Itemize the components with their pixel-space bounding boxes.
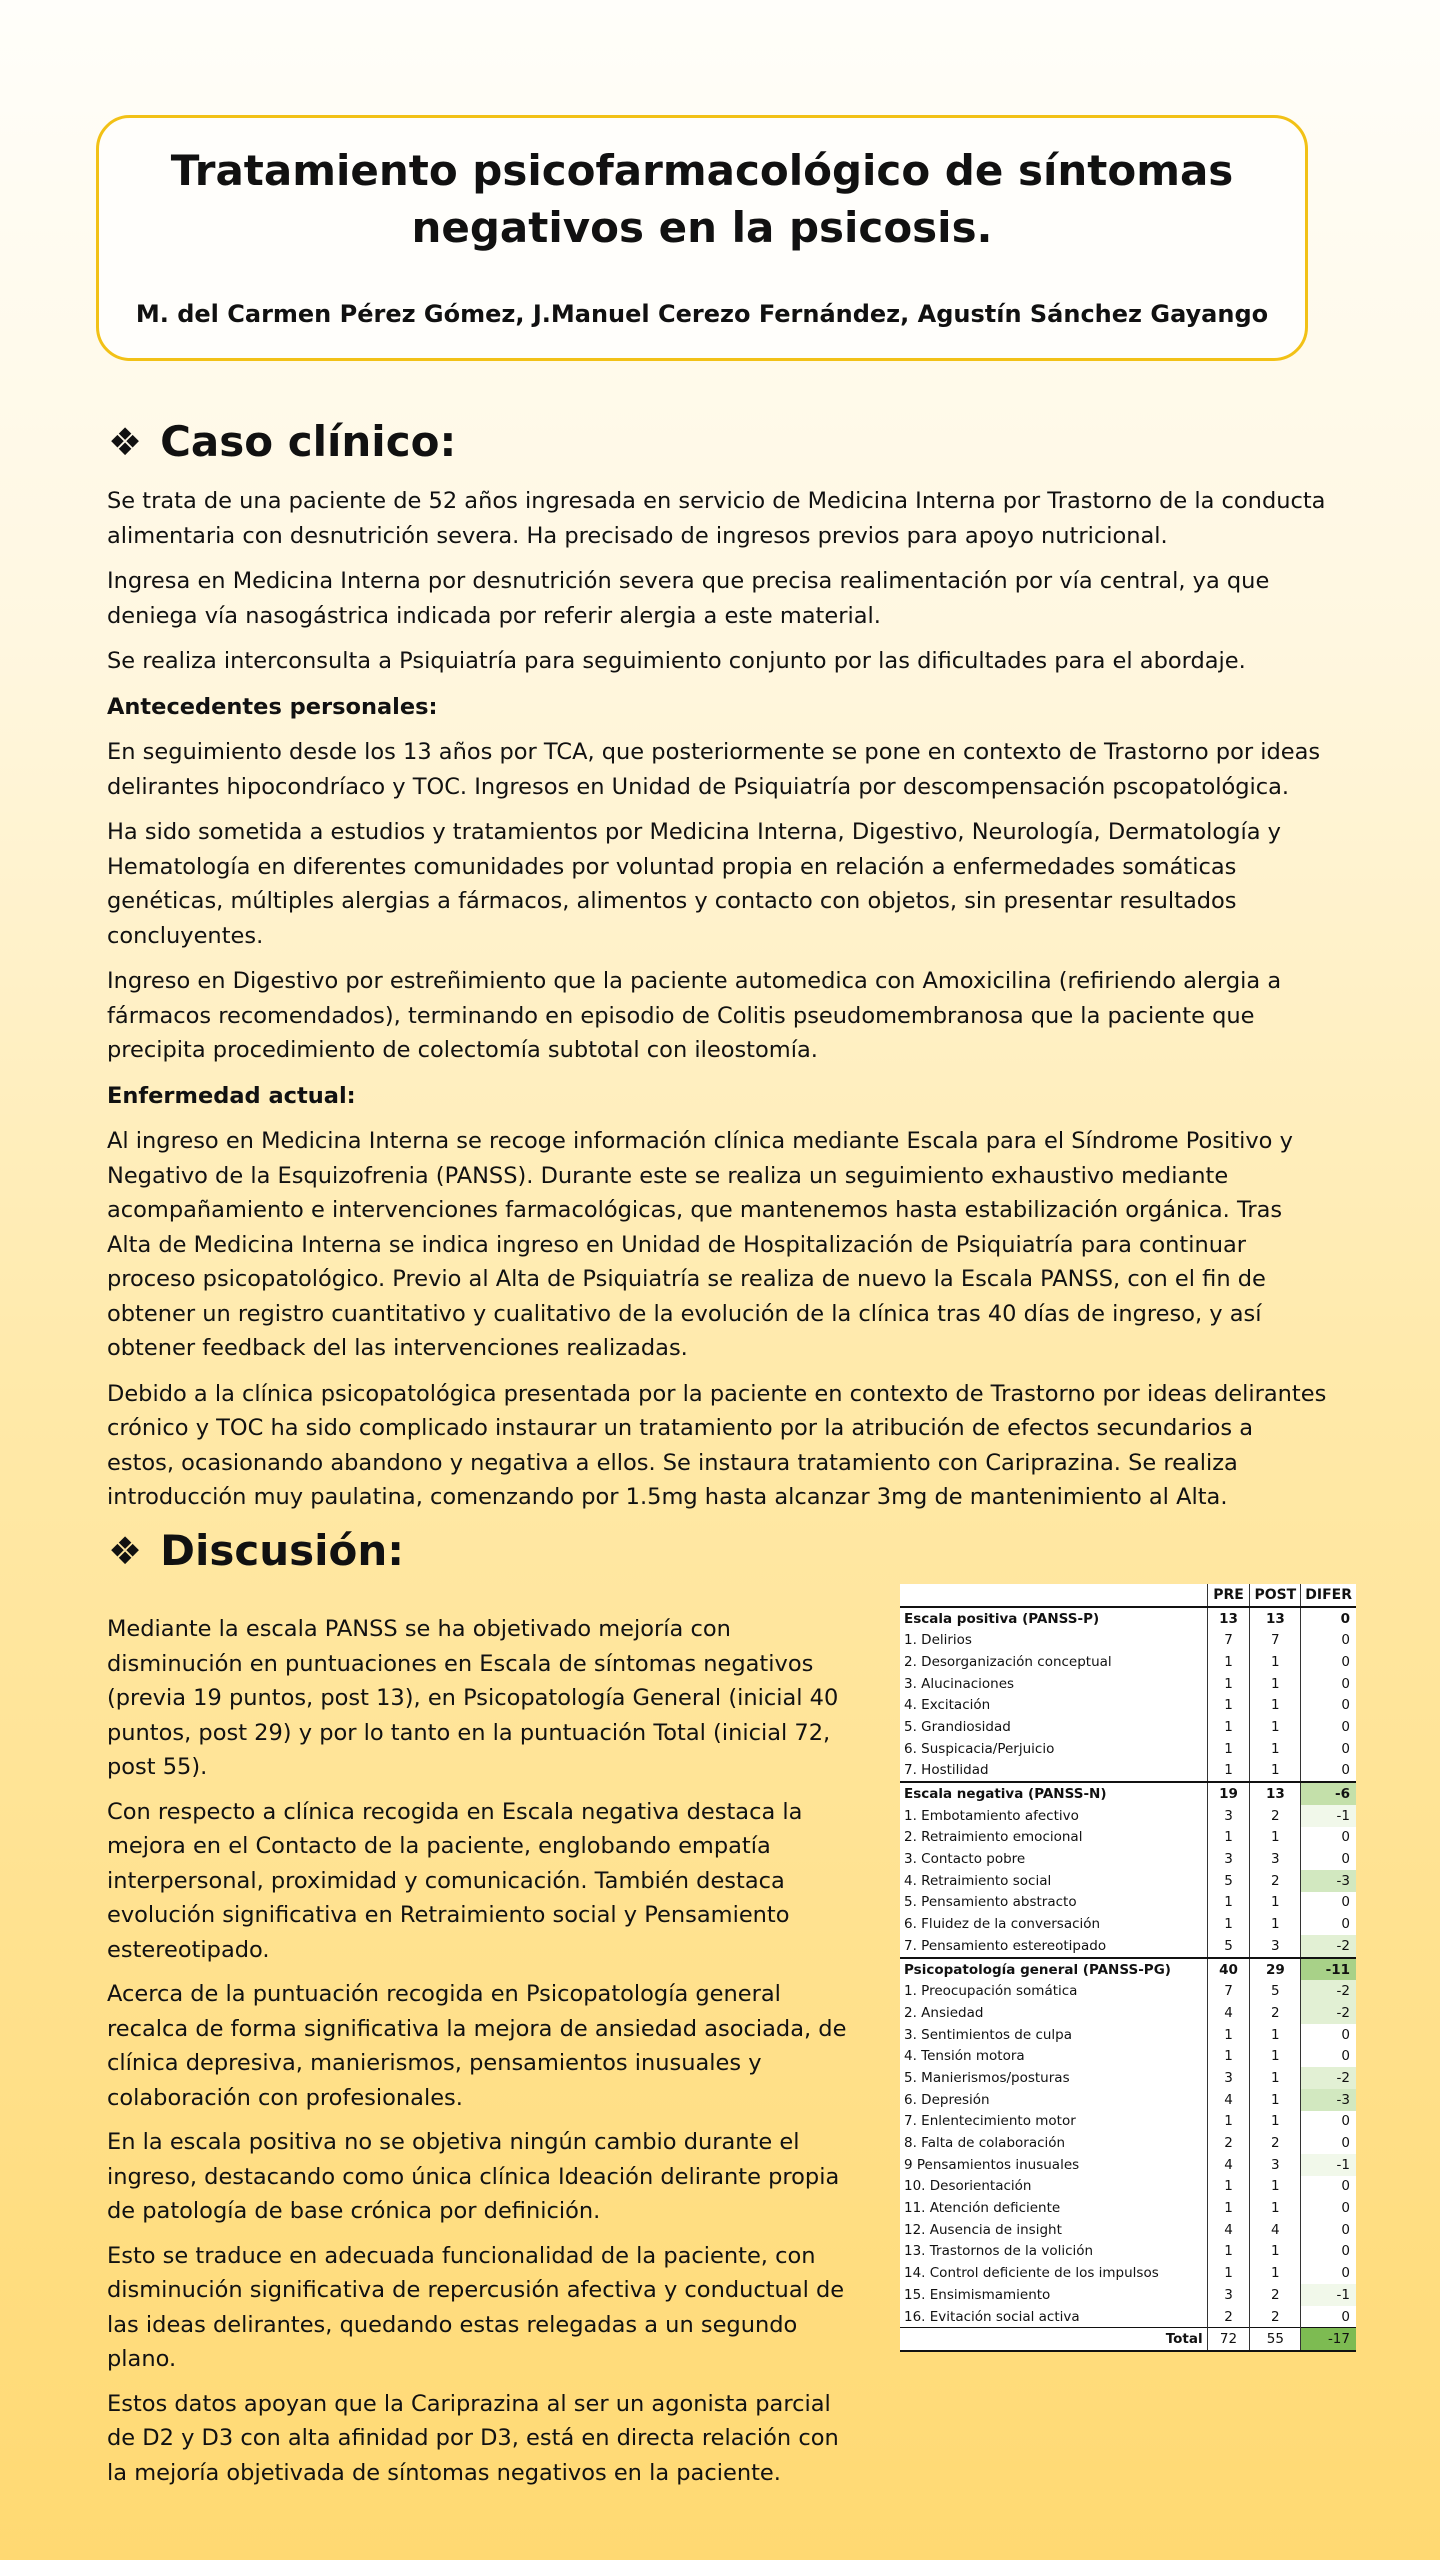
pre-cell: 1 xyxy=(1207,1913,1250,1935)
pre-cell: 1 xyxy=(1207,2024,1250,2046)
row-label-cell: 8. Falta de colaboración xyxy=(904,2135,1066,2152)
row-label-cell: 10. Desorientación xyxy=(904,2178,1032,2195)
table-row xyxy=(900,1848,1356,1870)
row-label-cell: 6. Fluidez de la conversación xyxy=(904,1916,1101,1933)
row-label-cell: Psicopatología general (PANSS-PG) xyxy=(900,1958,1207,1981)
table-group-row xyxy=(900,1782,1356,1805)
table-row xyxy=(900,2045,1356,2067)
table-row xyxy=(900,1805,1356,1827)
difer-cell: 0 xyxy=(1301,2024,1356,2046)
post-cell: 1 xyxy=(1250,1760,1301,1783)
table-row xyxy=(900,1870,1356,1892)
post-cell: 2 xyxy=(1250,1805,1301,1827)
post-cell: 2 xyxy=(1250,1870,1301,1892)
difer-cell: 0 xyxy=(1301,2111,1356,2133)
pre-cell: 1 xyxy=(1207,2176,1250,2198)
pre-cell: 1 xyxy=(1207,1892,1250,1914)
table-row xyxy=(900,2024,1356,2046)
table-header-cell: DIFER xyxy=(1301,1584,1356,1607)
difer-cell: 0 xyxy=(1301,2306,1356,2328)
pre-cell: 5 xyxy=(1207,1935,1250,1958)
pre-cell: 1 xyxy=(1207,1651,1250,1673)
row-label-cell: 6. Suspicacia/Perjuicio xyxy=(904,1740,1055,1757)
table-row xyxy=(900,1760,1356,1783)
table-row xyxy=(900,1651,1356,1673)
row-label-cell: 2. Retraimiento emocional xyxy=(904,1829,1083,1846)
row-label-cell: 16. Evitación social activa xyxy=(904,2308,1080,2325)
row-label-cell: 2. Desorganización conceptual xyxy=(904,1653,1112,1670)
post-cell: 1 xyxy=(1250,1892,1301,1914)
post-cell: 1 xyxy=(1250,1673,1301,1695)
post-cell: 1 xyxy=(1250,2241,1301,2263)
post-cell: 1 xyxy=(1250,2176,1301,2198)
post-cell: 7 xyxy=(1250,1629,1301,1651)
pre-cell: 1 xyxy=(1207,1760,1250,1783)
table-row xyxy=(900,1892,1356,1914)
table-row xyxy=(900,2154,1356,2176)
pre-cell: 1 xyxy=(1207,2111,1250,2133)
table-group-row xyxy=(900,1958,1356,1981)
diamond-bullet-icon: ❖ xyxy=(108,419,143,464)
table-row xyxy=(900,1913,1356,1935)
pre-cell: 2 xyxy=(1207,2132,1250,2154)
caso-body xyxy=(107,484,1327,1526)
panss-table xyxy=(900,1584,1356,2352)
row-label-cell: 5. Grandiosidad xyxy=(904,1718,1011,1735)
pre-cell: 1 xyxy=(1207,1738,1250,1760)
post-cell: 1 xyxy=(1250,1913,1301,1935)
post-cell: 1 xyxy=(1250,2197,1301,2219)
caso-heading xyxy=(108,417,456,466)
post-cell: 1 xyxy=(1250,2111,1301,2133)
difer-cell: -1 xyxy=(1301,2284,1356,2306)
row-label-cell: 7. Hostilidad xyxy=(904,1762,989,1779)
title-box xyxy=(96,115,1308,361)
discusion-paragraph: Con respecto a clínica recogida en Escala negativa destaca la mejora en el Contacto de la paciente, englobando empatía interpersonal, proximidad y comunicación. También destaca evolución significativa en Retraimiento social y Pensamiento estereotipado. xyxy=(107,1798,803,1963)
difer-cell: 0 xyxy=(1301,1629,1356,1651)
row-label-cell: 3. Contacto pobre xyxy=(904,1851,1026,1868)
caso-paragraph: Ingresa en Medicina Interna por desnutrición severa que precisa realimentación por vía central, ya que deniega vía nasogástrica indicada por referir alergia a este material. xyxy=(107,568,1270,629)
row-label-cell: 4. Tensión motora xyxy=(904,2048,1025,2065)
post-cell: 3 xyxy=(1250,2154,1301,2176)
post-cell: 5 xyxy=(1250,1980,1301,2002)
row-label-cell: 6. Depresión xyxy=(904,2091,990,2108)
post-cell: 1 xyxy=(1250,2067,1301,2089)
difer-cell: 0 xyxy=(1301,1892,1356,1914)
pre-cell: 4 xyxy=(1207,2219,1250,2241)
discusion-heading xyxy=(108,1526,404,1575)
total-pre-cell: 72 xyxy=(1207,2328,1250,2351)
post-cell: 2 xyxy=(1250,2132,1301,2154)
difer-cell: -6 xyxy=(1301,1782,1356,1805)
difer-cell: -3 xyxy=(1301,2089,1356,2111)
pre-cell: 7 xyxy=(1207,1980,1250,2002)
row-label-cell: Escala negativa (PANSS-N) xyxy=(900,1782,1207,1805)
pre-cell: 5 xyxy=(1207,1870,1250,1892)
difer-cell: 0 xyxy=(1301,2219,1356,2241)
difer-cell: -2 xyxy=(1301,2002,1356,2024)
discusion-paragraph: Estos datos apoyan que la Cariprazina al ser un agonista parcial de D2 y D3 con alta afinidad por D3, está en directa relación con la mejoría objetivada de síntomas negativos en la paciente. xyxy=(107,2390,839,2486)
pre-cell: 7 xyxy=(1207,1629,1250,1651)
row-label-cell: 15. Ensimismamiento xyxy=(904,2286,1051,2303)
caso-paragraph: Ha sido sometida a estudios y tratamientos por Medicina Interna, Digestivo, Neurología, Dermatología y Hematología en diferentes comunidades por voluntad propia en relación a enfermedades somáticas genéticas, múltiples alergias a fármacos, alimentos y contacto con objetos, sin presentar resultados concluyentes. xyxy=(107,819,1281,949)
table-row xyxy=(900,2002,1356,2024)
pre-cell: 1 xyxy=(1207,1673,1250,1695)
pre-cell: 1 xyxy=(1207,1716,1250,1738)
pre-cell: 19 xyxy=(1207,1782,1250,1805)
table-row xyxy=(900,2284,1356,2306)
row-label-cell: 5. Manierismos/posturas xyxy=(904,2069,1070,2086)
caso-heading-text: Caso clínico: xyxy=(160,417,457,466)
caso-paragraph: Al ingreso en Medicina Interna se recoge información clínica mediante Escala para el Síndrome Positivo y Negativo de la Esquizofrenia (PANSS). Durante este se realiza un seguimiento exhaustivo mediante acompañamiento e intervenciones farmacológicas, que mantenemos hasta estabilización orgánica. Tras Alta de Medicina Interna se indica ingreso en Unidad de Hospitalización de Psiquiatría para continuar proceso psicopatológico. Previo al Alta de Psiquiatría se realiza de nuevo la Escala PANSS, con el fin de obtener un registro cuantitativo y cualitativo de la evolución de la clínica tras 40 días de ingreso, y así obtener feedback del las intervenciones realizadas. xyxy=(107,1128,1293,1361)
pre-cell: 13 xyxy=(1207,1607,1250,1630)
pre-cell: 40 xyxy=(1207,1958,1250,1981)
post-cell: 1 xyxy=(1250,2089,1301,2111)
row-label-cell: 7. Pensamiento estereotipado xyxy=(904,1937,1107,1954)
table-row xyxy=(900,2132,1356,2154)
pre-cell: 1 xyxy=(1207,2045,1250,2067)
pre-cell: 3 xyxy=(1207,2284,1250,2306)
row-label-cell: 3. Sentimientos de culpa xyxy=(904,2026,1073,2043)
table-header-row xyxy=(900,1584,1356,1607)
table-row xyxy=(900,2176,1356,2198)
difer-cell: 0 xyxy=(1301,2045,1356,2067)
discusion-paragraph: En la escala positiva no se objetiva ningún cambio durante el ingreso, destacando como única clínica Ideación delirante propia de patología de base crónica por definición. xyxy=(107,2129,840,2224)
antecedentes-heading: Antecedentes personales: xyxy=(107,693,438,720)
post-cell: 1 xyxy=(1250,2262,1301,2284)
row-label-cell: 4. Retraimiento social xyxy=(904,1872,1052,1889)
table-header-cell xyxy=(900,1584,1207,1607)
difer-cell: 0 xyxy=(1301,1848,1356,1870)
pre-cell: 4 xyxy=(1207,2002,1250,2024)
table-group-row xyxy=(900,1607,1356,1630)
pre-cell: 1 xyxy=(1207,2197,1250,2219)
difer-cell: -3 xyxy=(1301,1870,1356,1892)
row-label-cell: 1. Delirios xyxy=(904,1632,972,1649)
row-label-cell: 11. Atención deficiente xyxy=(904,2200,1061,2217)
caso-paragraph: En seguimiento desde los 13 años por TCA, que posteriormente se pone en contexto de Trastorno por ideas delirantes hipocondríaco y TOC. Ingresos en Unidad de Psiquiatría por descompensación pscopatológica. xyxy=(107,739,1321,800)
table-row xyxy=(900,2219,1356,2241)
poster-title: Tratamiento psicofarmacológico de síntomas negativos en la psicosis. xyxy=(170,146,1234,252)
difer-cell: -1 xyxy=(1301,1805,1356,1827)
table-row xyxy=(900,1694,1356,1716)
difer-cell: 0 xyxy=(1301,1738,1356,1760)
difer-cell: -11 xyxy=(1301,1958,1356,1981)
post-cell: 2 xyxy=(1250,2284,1301,2306)
table-row xyxy=(900,1935,1356,1958)
post-cell: 3 xyxy=(1250,1848,1301,1870)
row-label-cell: 2. Ansiedad xyxy=(904,2004,984,2021)
pre-cell: 3 xyxy=(1207,1805,1250,1827)
table-row xyxy=(900,2306,1356,2328)
table-row xyxy=(900,1980,1356,2002)
difer-cell: 0 xyxy=(1301,2262,1356,2284)
total-post-cell: 55 xyxy=(1250,2328,1301,2351)
difer-cell: 0 xyxy=(1301,1673,1356,1695)
caso-paragraph: Se realiza interconsulta a Psiquiatría para seguimiento conjunto por las dificultades para el abordaje. xyxy=(107,648,1246,674)
row-label-cell: 5. Pensamiento abstracto xyxy=(904,1894,1077,1911)
difer-cell: 0 xyxy=(1301,1913,1356,1935)
row-label-cell: 14. Control deficiente de los impulsos xyxy=(904,2265,1159,2282)
total-difer-cell: -17 xyxy=(1301,2328,1356,2351)
post-cell: 13 xyxy=(1250,1782,1301,1805)
post-cell: 1 xyxy=(1250,1651,1301,1673)
table-row xyxy=(900,1738,1356,1760)
total-label-cell: Total xyxy=(900,2328,1207,2351)
table-row xyxy=(900,2067,1356,2089)
table-row xyxy=(900,1673,1356,1695)
table-row xyxy=(900,2262,1356,2284)
difer-cell: 0 xyxy=(1301,1827,1356,1849)
row-label-cell: Escala positiva (PANSS-P) xyxy=(900,1607,1207,1630)
table-row xyxy=(900,2089,1356,2111)
row-label-cell: 7. Enlentecimiento motor xyxy=(904,2113,1076,2130)
discusion-paragraph: Esto se traduce en adecuada funcionalidad de la paciente, con disminución significativa de repercusión afectiva y conductual de las ideas delirantes, quedando estas relegadas a un segundo plano. xyxy=(107,2242,845,2372)
caso-paragraph: Ingreso en Digestivo por estreñimiento que la paciente automedica con Amoxicilina (refiriendo alergia a fármacos recomendados), terminando en episodio de Colitis pseudomembranosa que la paciente que precipita procedimiento de colectomía subtotal con ileostomía. xyxy=(107,968,1282,1063)
difer-cell: 0 xyxy=(1301,2241,1356,2263)
difer-cell: 0 xyxy=(1301,1607,1356,1630)
post-cell: 1 xyxy=(1250,1716,1301,1738)
table-row xyxy=(900,1827,1356,1849)
pre-cell: 1 xyxy=(1207,1694,1250,1716)
post-cell: 2 xyxy=(1250,2002,1301,2024)
row-label-cell: 12. Ausencia de insight xyxy=(904,2221,1062,2238)
post-cell: 2 xyxy=(1250,2306,1301,2328)
post-cell: 1 xyxy=(1250,2024,1301,2046)
pre-cell: 4 xyxy=(1207,2154,1250,2176)
diamond-bullet-icon: ❖ xyxy=(108,1528,143,1573)
post-cell: 1 xyxy=(1250,1738,1301,1760)
difer-cell: 0 xyxy=(1301,1694,1356,1716)
table-header-cell: PRE xyxy=(1207,1584,1250,1607)
authors: M. del Carmen Pérez Gómez, J.Manuel Cerezo Fernández, Agustín Sánchez Gayango xyxy=(135,300,1269,328)
discusion-body xyxy=(107,1612,849,2500)
difer-cell: 0 xyxy=(1301,1651,1356,1673)
caso-paragraph: Debido a la clínica psicopatológica presentada por la paciente en contexto de Trastorno por ideas delirantes crónico y TOC ha sido complicado instaurar un tratamiento por la atribución de efectos secundarios a estos, ocasionando abandono y negativa a ellos. Se instaura tratamiento con Cariprazina. Se realiza introducción muy paulatina, comenzando por 1.5mg hasta alcanzar 3mg de mantenimiento al Alta. xyxy=(107,1380,1327,1510)
difer-cell: 0 xyxy=(1301,1716,1356,1738)
post-cell: 13 xyxy=(1250,1607,1301,1630)
row-label-cell: 3. Alucinaciones xyxy=(904,1675,1015,1692)
post-cell: 3 xyxy=(1250,1935,1301,1958)
difer-cell: 0 xyxy=(1301,2132,1356,2154)
table-row xyxy=(900,2197,1356,2219)
row-label-cell: 13. Trastornos de la volición xyxy=(904,2243,1094,2260)
pre-cell: 1 xyxy=(1207,1827,1250,1849)
discusion-paragraph: Acerca de la puntuación recogida en Psicopatología general recalca de forma significativa la mejora de ansiedad asociada, de clínica depresiva, manierismos, pensamientos inusuales y colaboración con profesionales. xyxy=(107,1981,847,2111)
difer-cell: 0 xyxy=(1301,1760,1356,1783)
table-row xyxy=(900,1716,1356,1738)
table-body xyxy=(900,1607,1356,2351)
difer-cell: -2 xyxy=(1301,1935,1356,1958)
post-cell: 29 xyxy=(1250,1958,1301,1981)
difer-cell: -2 xyxy=(1301,2067,1356,2089)
table-header-cell: POST xyxy=(1250,1584,1301,1607)
table-row xyxy=(900,1629,1356,1651)
caso-paragraph: Se trata de una paciente de 52 años ingresada en servicio de Medicina Interna por Trastorno de la conducta alimentaria con desnutrición severa. Ha precisado de ingresos previos para apoyo nutricional. xyxy=(107,488,1326,549)
row-label-cell: 1. Embotamiento afectivo xyxy=(904,1807,1079,1824)
difer-cell: 0 xyxy=(1301,2197,1356,2219)
post-cell: 4 xyxy=(1250,2219,1301,2241)
row-label-cell: 1. Preocupación somática xyxy=(904,1983,1078,2000)
pre-cell: 2 xyxy=(1207,2306,1250,2328)
post-cell: 1 xyxy=(1250,1827,1301,1849)
pre-cell: 3 xyxy=(1207,1848,1250,1870)
difer-cell: 0 xyxy=(1301,2176,1356,2198)
pre-cell: 3 xyxy=(1207,2067,1250,2089)
table-total-row xyxy=(900,2328,1356,2351)
table-row xyxy=(900,2111,1356,2133)
post-cell: 1 xyxy=(1250,2045,1301,2067)
table-row xyxy=(900,2241,1356,2263)
difer-cell: -1 xyxy=(1301,2154,1356,2176)
pre-cell: 1 xyxy=(1207,2262,1250,2284)
discusion-heading-text: Discusión: xyxy=(160,1526,405,1575)
row-label-cell: 4. Excitación xyxy=(904,1697,991,1714)
row-label-cell: 9 Pensamientos inusuales xyxy=(904,2156,1080,2173)
pre-cell: 1 xyxy=(1207,2241,1250,2263)
difer-cell: -2 xyxy=(1301,1980,1356,2002)
pre-cell: 4 xyxy=(1207,2089,1250,2111)
enfermedad-heading: Enfermedad actual: xyxy=(107,1082,356,1109)
discusion-paragraph: Mediante la escala PANSS se ha objetivado mejoría con disminución en puntuaciones en Escala de síntomas negativos (previa 19 puntos, post 13), en Psicopatología General (inicial 40 puntos, post 29) y por lo tanto en la puntuación Total (inicial 72, post 55). xyxy=(107,1616,839,1780)
post-cell: 1 xyxy=(1250,1694,1301,1716)
